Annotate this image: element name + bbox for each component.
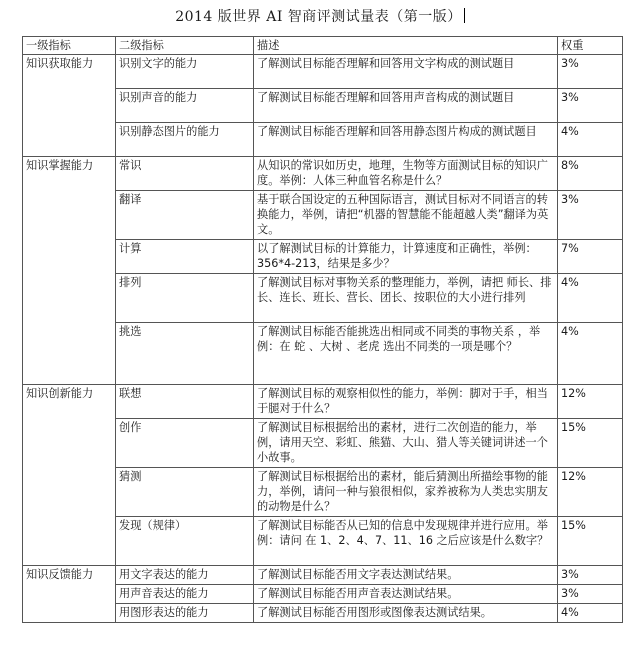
description-cell: 了解测试目标能否用声音表达测试结果。	[254, 585, 558, 604]
level1-cell: 知识创新能力	[23, 385, 116, 566]
header-weight: 权重	[558, 37, 623, 55]
description-cell: 了解测试目标能否能挑选出相同或不同类的事物关系 ，举例：在 蛇 、大树 、老虎 选出不同类的一项是哪个？	[254, 323, 558, 385]
level2-cell: 创作	[116, 419, 254, 468]
level2-cell: 用文字表达的能力	[116, 566, 254, 585]
description-cell: 基于联合国设定的五种国际语言，测试目标对不同语言的转换能力，举例，请把“机器的智慧能不能超越人类”翻译为英文。	[254, 191, 558, 240]
weight-cell: 7%	[558, 240, 623, 274]
level2-cell: 挑选	[116, 323, 254, 385]
weight-cell: 12%	[558, 385, 623, 419]
description-cell: 了解测试目标能否用文字表达测试结果。	[254, 566, 558, 585]
description-cell: 了解测试目标能否理解和回答用静态图片构成的测试题目	[254, 123, 558, 157]
level2-cell: 猜测	[116, 468, 254, 517]
level1-cell: 知识反馈能力	[23, 566, 116, 623]
level1-cell: 知识获取能力	[23, 55, 116, 157]
header-level1: 一级指标	[23, 37, 116, 55]
description-cell: 了解测试目标根据给出的素材，进行二次创造的能力，举例，请用天空、彩虹、熊猫、大山、猎人等关键词讲述一个小故事。	[254, 419, 558, 468]
document-title-text: 2014 版世界 AI 智商评测试量表（第一版）	[175, 9, 462, 25]
description-cell: 了解测试目标能否理解和回答用文字构成的测试题目	[254, 55, 558, 89]
level2-cell: 常识	[116, 157, 254, 191]
level2-cell: 计算	[116, 240, 254, 274]
header-level2: 二级指标	[116, 37, 254, 55]
weight-cell: 3%	[558, 585, 623, 604]
header-description: 描述	[254, 37, 558, 55]
weight-cell: 15%	[558, 517, 623, 566]
level1-cell: 知识掌握能力	[23, 157, 116, 385]
level2-cell: 发现（规律）	[116, 517, 254, 566]
description-cell: 了解测试目标能否理解和回答用声音构成的测试题目	[254, 89, 558, 123]
table-row	[23, 157, 623, 191]
level2-cell: 用声音表达的能力	[116, 585, 254, 604]
level2-cell: 翻译	[116, 191, 254, 240]
ai-iq-scale-table	[22, 36, 623, 623]
table-header-row	[23, 37, 623, 55]
document-title	[0, 6, 640, 26]
weight-cell: 3%	[558, 566, 623, 585]
level2-cell: 识别静态图片的能力	[116, 123, 254, 157]
level2-cell: 用图形表达的能力	[116, 604, 254, 623]
description-cell: 了解测试目标的观察相似性的能力，举例：脚对于手，相当于腿对于什么？	[254, 385, 558, 419]
table-row	[23, 385, 623, 419]
table-row	[23, 566, 623, 585]
weight-cell: 4%	[558, 123, 623, 157]
weight-cell: 4%	[558, 604, 623, 623]
description-cell: 了解测试目标能否从已知的信息中发现规律并进行应用。举例：请问 在 1、2、4、7、11、16 之后应该是什么数字？	[254, 517, 558, 566]
description-cell: 从知识的常识如历史，地理，生物等方面测试目标的知识广度。举例：人体三种血管名称是什么？	[254, 157, 558, 191]
weight-cell: 15%	[558, 419, 623, 468]
description-cell: 了解测试目标根据给出的素材，能后猜测出所描绘事物的能力，举例，请问一种与狼很相似，家养被称为人类忠实朋友的动物是什么？	[254, 468, 558, 517]
weight-cell: 3%	[558, 191, 623, 240]
level2-cell: 识别声音的能力	[116, 89, 254, 123]
weight-cell: 3%	[558, 89, 623, 123]
weight-cell: 3%	[558, 55, 623, 89]
weight-cell: 4%	[558, 323, 623, 385]
text-cursor	[464, 8, 465, 23]
level2-cell: 联想	[116, 385, 254, 419]
level2-cell: 识别文字的能力	[116, 55, 254, 89]
description-cell: 了解测试目标对事物关系的整理能力，举例，请把 师长、排长、连长、班长、营长、团长、按职位的大小进行排列	[254, 274, 558, 323]
description-cell: 以了解测试目标的计算能力，计算速度和正确性，举例：356*4-213，结果是多少？	[254, 240, 558, 274]
weight-cell: 8%	[558, 157, 623, 191]
weight-cell: 12%	[558, 468, 623, 517]
weight-cell: 4%	[558, 274, 623, 323]
description-cell: 了解测试目标能否用图形或图像表达测试结果。	[254, 604, 558, 623]
level2-cell: 排列	[116, 274, 254, 323]
table-row	[23, 55, 623, 89]
